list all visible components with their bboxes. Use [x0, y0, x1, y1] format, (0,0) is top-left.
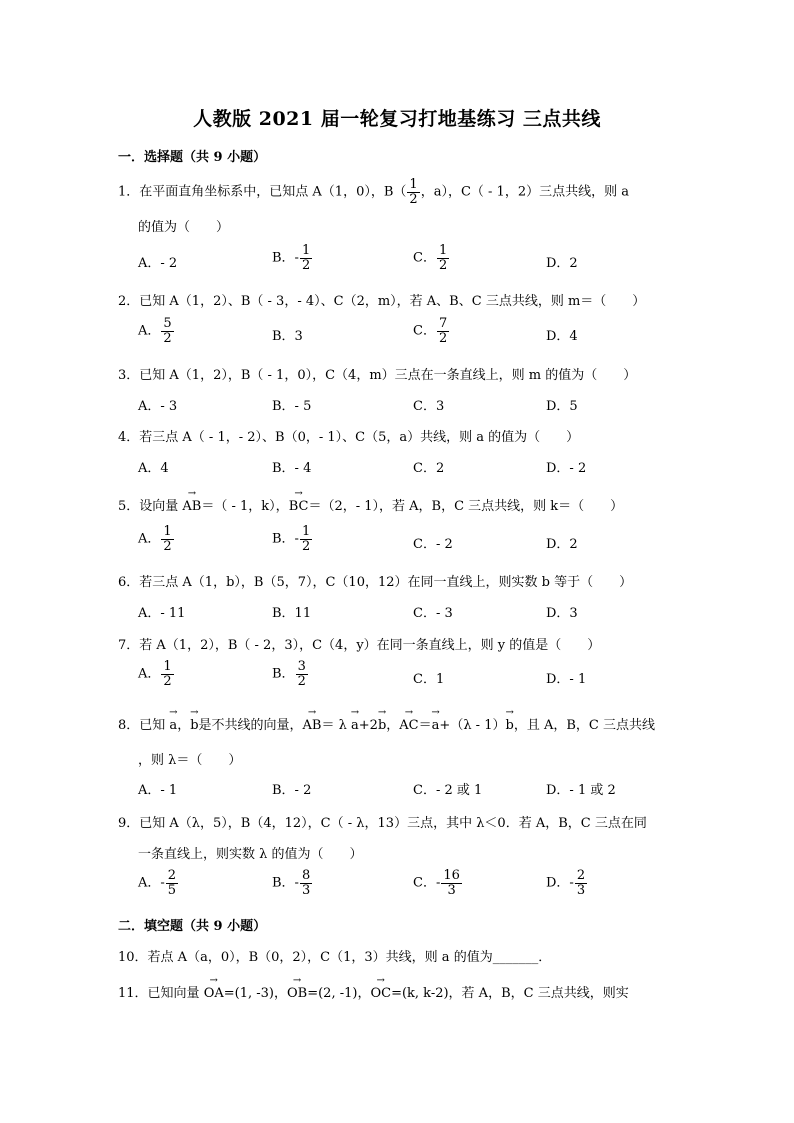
vector-ab: → AB	[182, 499, 201, 514]
option-c: C．- $\frac{16}{3}$	[413, 868, 460, 898]
option-d: D．- 2	[546, 461, 587, 476]
option-b: B．- $\frac{8}{3}$	[272, 868, 311, 898]
option-b: B．- 5	[272, 399, 312, 414]
option-c: C．- 2 或 1	[413, 783, 483, 798]
option-d: D．4	[546, 329, 578, 344]
question-9-line2: 一条直线上，则实数 λ 的值为（ ）	[138, 847, 363, 862]
question-1-line2: 的值为（ ）	[138, 220, 230, 235]
question-10: 10．若点 A（a，0），B（0，2），C（1，3）共线，则 a 的值为_______．	[118, 950, 552, 965]
option-a: A． $\frac{1}{2}$	[138, 659, 172, 689]
option-a: A．- 1	[138, 783, 178, 798]
option-d: D．2	[546, 537, 578, 552]
question-7: 7．若 A（1，2），B（ - 2，3），C（4，y）在同一条直线上，则 y 的值是（ ）	[118, 638, 601, 653]
option-a: A．- 3	[138, 399, 178, 414]
option-b: B． $\frac{3}{2}$	[272, 659, 306, 689]
section-heading-fill: 二．填空题（共 9 小题）	[118, 919, 267, 934]
question-8-line2: ，则 λ＝（ ）	[138, 753, 242, 768]
option-d: D．5	[546, 399, 578, 414]
option-c: C．- 3	[413, 606, 453, 621]
option-a: A． $\frac{1}{2}$	[138, 524, 172, 554]
page-title: 人教版 2021 届一轮复习打地基练习 三点共线	[193, 108, 601, 130]
option-b: B．11	[272, 606, 312, 621]
section-heading-choice: 一．选择题（共 9 小题）	[118, 150, 267, 165]
option-a: A．4	[138, 461, 169, 476]
option-a: A． $\frac{5}{2}$	[138, 316, 172, 346]
option-c: C． $\frac{1}{2}$	[413, 243, 448, 273]
option-a: A．- 11	[138, 606, 186, 621]
question-4: 4．若三点 A（ - 1，- 2）、B（0，- 1）、C（5，a）共线，则 a 的值为（ ）	[118, 430, 580, 445]
vector-bc: → BC	[289, 499, 309, 514]
option-b: B．3	[272, 329, 303, 344]
question-9: 9．已知 A（λ，5），B（4，12），C（ - λ，13）三点，其中 λ＜0．若 A，B，C 三点在同	[118, 816, 647, 831]
question-5: 5．设向量 → AB＝（ - 1，k），→ BC＝（2，- 1），若 A，B，C 三点共线，则 k＝（ ）	[118, 495, 623, 514]
option-d: D．3	[546, 606, 578, 621]
option-b: B．- 2	[272, 783, 312, 798]
option-c: C． $\frac{7}{2}$	[413, 316, 448, 346]
fraction: $\frac{1}{2}$	[409, 177, 418, 207]
option-a: A．- 2	[138, 256, 178, 271]
question-1: 1．在平面直角坐标系中，已知点 A（1，0），B（ $\frac{1}{2}$ ，a），C（ - 1，2）三点共线，则 a	[118, 177, 629, 207]
question-6: 6．若三点 A（1，b），B（5，7），C（10，12）在同一直线上，则实数 b 等于（ ）	[118, 575, 633, 590]
option-c: C．1	[413, 672, 445, 687]
option-d: D．2	[546, 256, 578, 271]
option-d: D．- 1 或 2	[546, 783, 616, 798]
option-b: B．- $\frac{1}{2}$	[272, 524, 311, 554]
option-a: A．- $\frac{2}{5}$	[138, 868, 177, 898]
option-b: B．- 4	[272, 461, 312, 476]
question-8: 8．已知 → a，→ b是不共线的向量，→ AB＝ λ → a+2→ b，→ AC＝→ a+（λ - 1）→ b，且 A，B，C 三点共线	[118, 714, 655, 733]
option-c: C．3	[413, 399, 445, 414]
question-2: 2．已知 A（1，2）、B（ - 3，- 4）、C（2，m），若 A、B、C 三点共线，则 m＝（ ）	[118, 294, 646, 309]
option-b: B．- $\frac{1}{2}$	[272, 243, 311, 273]
question-3: 3．已知 A（1，2），B（ - 1，0），C（4，m）三点在一条直线上，则 m 的值为（ ）	[118, 368, 637, 383]
question-11: 11．已知向量 → OA=(1, -3)，→ OB=(2, -1)，→ OC=(k, k-2)，若 A，B，C 三点共线，则实	[118, 982, 629, 1001]
option-c: C．- 2	[413, 537, 453, 552]
option-d: D．- $\frac{2}{3}$	[546, 868, 586, 898]
question-number: 1．	[118, 184, 140, 200]
option-d: D．- 1	[546, 672, 587, 687]
option-c: C．2	[413, 461, 445, 476]
